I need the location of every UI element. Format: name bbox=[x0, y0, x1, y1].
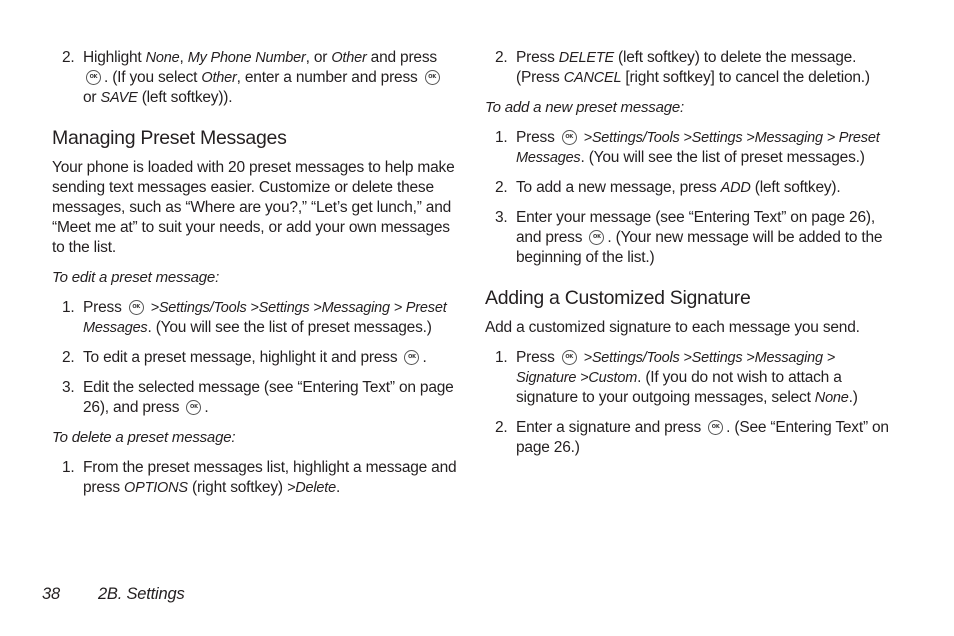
subhead-delete-preset: To delete a preset message: bbox=[52, 429, 236, 446]
menu-ok-key-icon bbox=[708, 420, 723, 435]
step-highlight-number: 2. Highlight None, My Phone Number, or Other and press OK. (If you select Other, enter a number and press OK or SAVE (left softkey)). bbox=[52, 48, 457, 108]
menu-ok-key-icon bbox=[562, 350, 577, 365]
signature-step-1: 1. Press OK >Settings/Tools >Settings >Messaging > Signature >Custom. (If you do not wish to attach a signature to your outgoing messages, select None.) bbox=[485, 348, 895, 408]
menu-ok-key-icon bbox=[589, 230, 604, 245]
add-step-3: 3. Enter your message (see “Entering Text” on page 26), and press OK. (Your new message will be added to the beginning of the list.) bbox=[485, 208, 895, 268]
signature-step-2: 2. Enter a signature and press OK. (See “Entering Text” on page 26.) bbox=[485, 418, 895, 458]
page-number: 38 bbox=[42, 585, 60, 603]
delete-step-1: 1. From the preset messages list, highlight a message and press OPTIONS (right softkey) >Delete. bbox=[62, 459, 457, 496]
menu-ok-key-icon bbox=[425, 70, 440, 85]
footer-section-name: 2B. Settings bbox=[97, 585, 185, 603]
section-title-signature: Adding a Customized Signature bbox=[485, 287, 751, 309]
subhead-edit-preset: To edit a preset message: bbox=[52, 269, 220, 286]
add-step-2: 2. To add a new message, press ADD (left softkey). bbox=[495, 179, 841, 196]
subhead-add-preset: To add a new preset message: bbox=[485, 99, 684, 116]
section-title-managing-preset: Managing Preset Messages bbox=[52, 127, 287, 149]
add-step-1: 1. Press OK >Settings/Tools >Settings >Messaging > Preset Messages. (You will see the list of preset messages.) bbox=[485, 128, 895, 168]
menu-ok-key-icon bbox=[186, 400, 201, 415]
edit-step-3: 3. Edit the selected message (see “Entering Text” on page 26), and press OK. bbox=[52, 378, 457, 418]
edit-step-1: 1. Press OK >Settings/Tools >Settings >Messaging > Preset Messages. (You will see the list of preset messages.) bbox=[52, 298, 457, 338]
section-body-managing-preset: Your phone is loaded with 20 preset messages to help make sending text messages easier. Customize or delete these messages, such as “Where are you?,” “Let’s get lunch,” and “Meet me at” to suit your needs, or add your own messages to the list. bbox=[52, 159, 455, 256]
menu-ok-key-icon bbox=[129, 300, 144, 315]
delete-step-2: 2. Press DELETE (left softkey) to delete the message. (Press CANCEL [right softkey] to cancel the deletion.) bbox=[495, 49, 870, 86]
menu-ok-key-icon bbox=[562, 130, 577, 145]
menu-ok-key-icon bbox=[404, 350, 419, 365]
section-body-signature: Add a customized signature to each message you send. bbox=[485, 319, 860, 336]
right-column bbox=[485, 48, 895, 468]
edit-step-2: 2. To edit a preset message, highlight it and press OK. bbox=[52, 348, 457, 368]
menu-ok-key-icon bbox=[86, 70, 101, 85]
left-column bbox=[52, 48, 457, 508]
page-footer bbox=[42, 585, 185, 604]
